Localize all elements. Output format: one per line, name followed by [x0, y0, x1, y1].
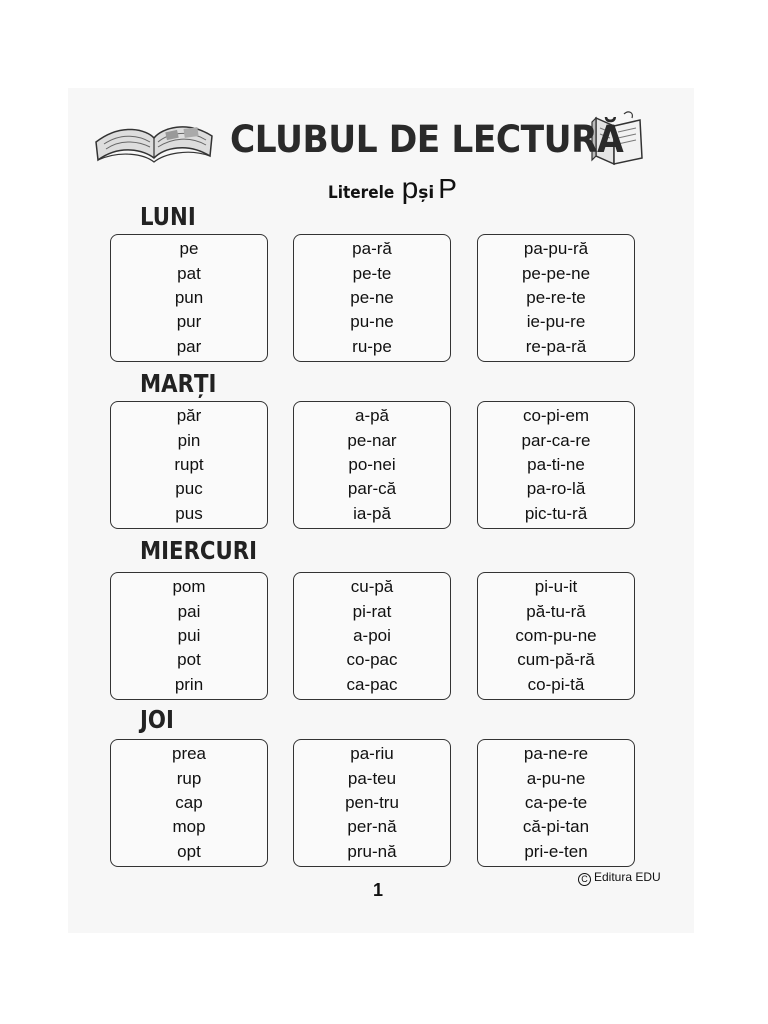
word: pin: [177, 430, 201, 450]
word: com-pu-ne: [515, 625, 597, 645]
word-box: [293, 234, 451, 362]
word-box: [110, 572, 268, 700]
word: mop: [172, 817, 206, 837]
word: co-pac: [346, 650, 398, 670]
word: pun: [174, 287, 204, 307]
word: pe: [179, 239, 199, 259]
word: re-pa-ră: [525, 336, 587, 356]
subtitle-prefix: Literele: [328, 183, 395, 203]
word: pe-ne: [350, 287, 394, 307]
word: pa-pu-ră: [523, 239, 589, 259]
word: pa-teu: [347, 768, 397, 788]
word: pi-u-it: [534, 577, 578, 597]
word: pe-re-te: [526, 287, 586, 307]
word: ie-pu-re: [526, 312, 586, 332]
day-heading-luni: LUNI: [140, 202, 196, 231]
word: pus: [175, 503, 203, 523]
word: co-pi-tă: [527, 674, 585, 694]
word: pom: [172, 577, 206, 597]
word: pot: [177, 650, 201, 670]
word: a-pu-ne: [526, 768, 586, 788]
word: pai: [177, 601, 201, 621]
word: pi-rat: [352, 601, 392, 621]
word: păr: [176, 406, 202, 426]
word: pa-ră: [352, 239, 392, 259]
word: pa-ti-ne: [527, 454, 585, 474]
word-box: [477, 739, 635, 867]
word: pe-nar: [347, 430, 397, 450]
word: ca-pe-te: [524, 792, 588, 812]
word: pe-te: [352, 263, 392, 283]
word: pe-pe-ne: [521, 263, 591, 283]
word-box: [477, 234, 635, 362]
word: per-nă: [347, 817, 397, 837]
day-heading-joi: JOI: [140, 705, 174, 734]
word: cap: [175, 792, 203, 812]
word: ru-pe: [352, 336, 392, 356]
copyright-icon: C: [578, 873, 591, 886]
word-box: [477, 572, 635, 700]
subtitle: [328, 172, 457, 206]
word: pen-tru: [345, 792, 399, 812]
word-box: [110, 234, 268, 362]
word: pat: [177, 263, 201, 283]
word: pă-tu-ră: [526, 601, 586, 621]
word: pic-tu-ră: [524, 503, 588, 523]
word: pu-ne: [350, 312, 394, 332]
word: opt: [177, 841, 201, 861]
word: rupt: [174, 454, 204, 474]
word: puc: [175, 479, 203, 499]
word-box: [477, 401, 635, 529]
word: ia-pă: [353, 503, 391, 523]
word: pri-e-ten: [524, 841, 588, 861]
word: a-pă: [354, 406, 390, 426]
word: pa-ro-lă: [526, 479, 586, 499]
word: pa-riu: [350, 744, 394, 764]
word-box: [110, 739, 268, 867]
word: pa-ne-re: [523, 744, 589, 764]
word: prea: [171, 744, 207, 764]
word: pru-nă: [347, 841, 397, 861]
word-box: [293, 401, 451, 529]
word-box: [110, 401, 268, 529]
word-box: [293, 572, 451, 700]
letter-big: P: [438, 173, 457, 204]
word: prin: [174, 674, 204, 694]
word: par-că: [347, 479, 397, 499]
word: par-ca-re: [521, 430, 591, 450]
word-box: [293, 739, 451, 867]
word: pui: [177, 625, 201, 645]
page-number: 1: [373, 880, 384, 900]
word: ca-pac: [346, 674, 398, 694]
page-title: CLUBUL DE LECTURĂ: [230, 118, 624, 161]
word: cum-pă-ră: [517, 650, 595, 670]
word: par: [176, 336, 202, 356]
word: pur: [176, 312, 202, 332]
word: po-nei: [348, 454, 396, 474]
letter-small: p: [401, 172, 419, 205]
subtitle-conjunction: și: [418, 183, 435, 203]
publisher-credit: [578, 870, 661, 886]
open-book-icon: [92, 112, 216, 164]
word: co-pi-em: [522, 406, 590, 426]
word: rup: [176, 768, 202, 788]
day-heading-miercuri: MIERCURI: [140, 536, 258, 565]
publisher-name: Editura EDU: [594, 870, 661, 884]
word: că-pi-tan: [522, 817, 590, 837]
day-heading-marti: MARȚI: [140, 369, 217, 398]
word: cu-pă: [350, 577, 394, 597]
word: a-poi: [353, 625, 391, 645]
